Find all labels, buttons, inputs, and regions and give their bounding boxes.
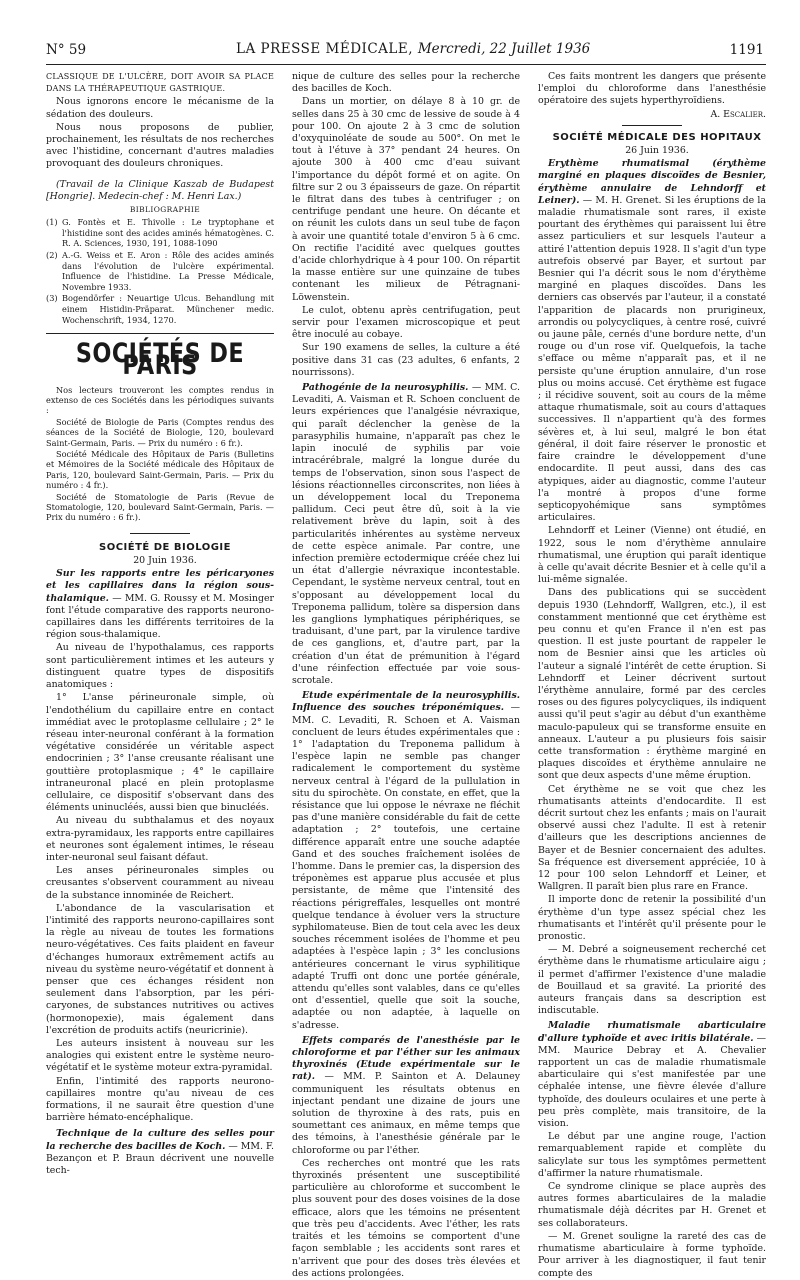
section-title-hopitaux: SOCIÉTÉ MÉDICALE DES HOPITAUX [552, 131, 762, 143]
issue-date: Mercredi, 22 Juillet 1936 [417, 41, 591, 57]
journal-name: LA PRESSE MÉDICALE, [236, 41, 414, 57]
bibliography-entry [46, 217, 274, 249]
paragraph: Le culot, obtenu après centrifugation, peut servir pour l'examen microscopique et peut être inoculé au cobaye. [292, 304, 520, 341]
paragraph: Ce syndrome clinique se place auprès des autres formes abarticulaires de la maladie rhumatismale déjà décrites par H. Grenet et ses collaborateurs. [538, 1181, 766, 1229]
column-3 [538, 71, 767, 1279]
article-body: concluent de leurs expériences que l'analgésie névraxique, qui paraît déclencher la genèse de la parasyphilis humaine, n'apparaît pas chez le lapin inoculé de syphilis par voie intracérébrale, malgré la longue durée du temps de l'observation, sinon sous l'aspect de lésions réactionnelles circonscrites, non liées à un développement local du Treponema pallidum. Ceci peut être dû, soit à la vie relativement brève du lapin, soit à des particularités inhérentes au système nerveux de cette espèce animale. Par contre, une infection première ectodermique créée chez lui un état d'allergie névraxique incontestable. Cependant, le système nerveux central, tout en s'opposant au développement local du Treponema pallidum, tolère sa dispersion dans les ganglions lymphatiques périphériques, se traduisant, d'une part, par la virulence tardive de ces ganglions, et, d'autre part, par la création d'un état de prémunition à l'égard d'une réinfection effectuée par voie sous-scrotale. [292, 394, 520, 686]
short-rule [130, 533, 190, 534]
paragraph: Les auteurs insistent à nouveau sur les analogies qui existent entre le système neuro-végétatif et le système moteur extra-pyramidal. [46, 1037, 274, 1074]
article-body: communiquent les résultats obtenus en injectant pendant une dizaine de jours une solution de thyroxine à des rats, puis en soumettant ces animaux, en même temps que des témoins, à l'anesthésie générale par le chloroforme ou par l'éther. [292, 1083, 520, 1156]
short-rule [622, 125, 682, 126]
article-paragraph [46, 568, 274, 641]
article-paragraph [538, 1020, 766, 1130]
intro-caps: CLASSIQUE DE L'ULCÈRE, DOIT AVOIR SA PLACE DANS LA THÉRAPEUTIQUE GASTRIQUE. [46, 72, 274, 94]
running-head [46, 38, 766, 60]
section-title-biologie: SOCIÉTÉ DE BIOLOGIE [99, 541, 231, 553]
newspaper-page [46, 38, 767, 1279]
paragraph: Nous ignorons encore le mécanisme de la sédation des douleurs. [46, 96, 274, 120]
article-title: Etude expérimentale de la neurosyphilis. Influence des souches tréponémiques. [292, 690, 520, 714]
column-1 [46, 71, 275, 1177]
paragraph: Dans un mortier, on délaye 8 à 10 gr. de selles dans 25 à 30 cmc de lessive de soude à 4 pour 100. On ajoute 2 à 3 cmc de solution d'oxyquinoléate de soude au 500°. On met le tout à l'étuve à 37° pendant 24 heures. On ajoute 300 à 400 cmc d'eau suivant l'importance du dépôt formé et on agite. On filtre sur 2 ou 3 épaisseurs de gaze. On répartit le filtrat dans des tubes à centrifuger ; on centrifuge pendant une heure. On décante et on réunit les culots dans un seul tube de façon à avoir une quantité totale d'environ 5 à 6 cmc. On rectifie l'acidité avec quelques gouttes d'acide chlorhydrique à 4 pour 100. On répartit la masse entière sur une quinzaine de tubes contenant les milieux de Pétragnani-Löwenstein. [292, 96, 520, 303]
column-2 [292, 71, 520, 1279]
article-title: Effets comparés de l'anesthésie par le chloroforme et par l'éther sur les animaux thyroxinés (Etude expérimentale sur le rat). [292, 1034, 520, 1083]
columns [46, 71, 767, 1279]
bibliography-title: BIBLIOGRAPHIE [129, 205, 201, 215]
notice-intro: Nos lecteurs trouveront les comptes rendus in extenso de ces Sociétés dans les périodiques suivants : [46, 384, 274, 416]
header-rule [46, 64, 766, 65]
paragraph: Nous nous proposons de publier, prochainement, les résultats de nos recherches avec l'histidine, concernant d'autres maladies provoquant des douleurs chroniques. [46, 121, 274, 170]
article-authors: — MM. G. Roussy et M. Mosinger [112, 592, 275, 604]
article-authors: — MM. P. Sainton et A. Delauney [324, 1071, 520, 1083]
paragraph: Au niveau du subthalamus et des noyaux extra-pyramidaux, les rapports entre capillaires et neurones sont également intimes, le réseau inter-neuronal seul faisant défaut. [46, 815, 274, 863]
article-body: Si les éruptions de la maladie rhumatismale sont rares, il existe pourtant des érythèmes qui paraissent lui être assez particuliers et sur lesquels l'auteur a attiré l'attention depuis 1928. Il s'agit d'un type autrefois observé par Bayer, et surtout par Besnier qui l'a décrit sous le nom d'érythème marginé en plaques discoïdes. Dans les derniers cas observés par l'auteur, il a constaté l'apparition de placards non prurigineux, arrondis ou polycycliques, à centre rosé, cuivré ou jaune pâle, cernés d'une bordure nette, d'un rouge ou d'un rose vif. Quelquefois, la tache s'efface ou même n'apparaît pas, et il ne persiste qu'une éruption annulaire, d'un rose plus ou moins accusé. Cet érythème est fugace ; il récidive souvent, soit au cours de la même attaque rhumatismale, soit au cours d'attaques successives. Il n'appartient qu'à des formes sévères et, à lui seul, malgré le bon état général, il doit faire réserver le pronostic et faire craindre le développement d'une endocardite. Il peut aussi, dans des cas atypiques, aider au diagnostic, comme l'auteur l'a montré à propos d'une forme septicopyohémique sans symptômes articulaires. [538, 194, 766, 524]
article-paragraph [292, 690, 520, 1032]
paragraph: Le début par une angine rouge, l'action remarquablement rapide et complète du salicylate sur tous les symptômes permettent d'affirmer la nature rhumatismale. [538, 1131, 766, 1179]
notice-item: Société Médicale des Hôpitaux de Paris (Bulletins et Mémoires de la Société médicale des Hôpitaux de Paris, 120, boulevard Saint-Germain, Paris. — Prix du numéro : 4 fr.). [46, 449, 274, 491]
article-authors: — MM. C. Levaditi, A. Vaisman et R. Schoen [292, 382, 520, 406]
article-authors: — MM. F. Bezançon et P. Braun décrivent une nouvelle tech- [46, 1140, 274, 1177]
article-body: font l'étude comparative des rapports neurono-capillaires dans les différents territoires de la région sous-thalamique. [46, 604, 274, 641]
journal-title [236, 41, 590, 57]
paragraph: Cet érythème ne se voit que chez les rhumatisants atteints d'endocardite. Il est décrit surtout chez les enfants ; mais on l'aurait observé aussi chez l'adulte. Il est à retenir d'ailleurs que les descriptions anciennes de Bayer et de Besnier concernaient des adultes. Sa fréquence est diversement appréciée, 10 à 12 pour 100 selon Lehndorff et Leiner, et Wallgren. Il paraît bien plus rare en France. [538, 783, 766, 893]
notice-item: Société de Stomatologie de Paris (Revue de Stomatologie, 120, boulevard Saint-Germain, Paris. — Prix du numéro : 6 fr.). [46, 491, 274, 523]
article-title: Technique de la culture des selles pour la recherche des bacilles de Koch. [46, 1128, 274, 1152]
article-authors: — M. H. Grenet. [582, 194, 662, 206]
paragraph: — M. Grenet souligne la rareté des cas de rhumatisme abarticulaire à forme typhoïde. Pour arriver à les diagnostiquer, il faut tenir compte des [538, 1230, 766, 1279]
paragraph: Enfin, l'intimité des rapports neurono-capillaires montre qu'au niveau de ces formations, il ne saurait être question d'une barrière hémato-encéphalique. [46, 1075, 274, 1124]
page-number-left: N° 59 [46, 42, 87, 58]
notice-block [46, 385, 274, 523]
bib-text: A.-G. Weiss et E. Aron : Rôle des acides aminés dans l'évolution de l'ulcère expérimental. Influence de l'histidine. La Presse Médicale, Novembre 1933. [62, 250, 274, 292]
article-body: rapportent un cas de maladie rhumatismale abarticulaire qui s'est manifestée par une céphalée intense, une fièvre élevée d'allure typhoïde, des douleurs oculaires et une perte à peu près complète, mais transitoire, de la vision. [538, 1057, 766, 1130]
bib-number: (3) [46, 293, 58, 304]
section-date: 26 Juin 1936. [625, 145, 689, 157]
paragraph: 1° L'anse périneuronale simple, où l'endothélium du capillaire entre en contact immédiat avec le protoplasme cellulaire ; 2° le réseau inter-neuronal conférant à la formation végétative considérée un véritable aspect endocrinien ; 3° l'anse creusante réalisant une gouttière protoplasmique ; 4° le capillaire intraneuronal placé en plein protoplasme cellulaire, ce dispositif s'observant dans des éléments uninucléés, aussi bien que binucléés. [46, 692, 274, 814]
page-number-right: 1191 [729, 42, 764, 58]
article-body: concluent de leurs études expérimentales que : 1° l'adaptation du Treponema pallidum à l'espèce lapin ne semble pas changer radicalement le comportement du système nerveux central à l'égard de la pullulation in situ du spirochète. On constate, en effet, que la résistance que lui oppose le névraxe ne fléchit pas d'une manière considérable du fait de cette adaptation ; 2° toutefois, une certaine différence apparaît entre une souche adaptée Gand et des souches fraîchement isolées de l'homme. Dans le premier cas, la dispersion des tréponèmes est apparue plus accusée et plus persistante, de même que l'intensité des réactions périgreffales, lesquelles ont montré quelque tendance à évoluer vers la structure syphilomateuse. Bien de tout cela avec les deux souches récemment isolées de l'homme et peu adaptées à l'espèce lapin ; 3° les conclusions antérieures concernant le virus syphilitique adapté Truffi ont donc une portée générale, attendu qu'elles sont valables, dans ce qu'elles ont d'essentiel, quelle que soit la souche, adaptée ou non adaptée, à laquelle on s'adresse. [292, 726, 520, 1031]
bibliography-entry [46, 293, 274, 325]
paragraph: — M. Debré a soigneusement recherché cet érythème dans le rhumatisme articulaire aigu ; il permet d'affirmer l'existence d'une maladie de Bouillaud et sa gravité. La priorité des auteurs français dans sa description est indiscutable. [538, 944, 766, 1017]
signature: A. Escalier. [710, 108, 766, 120]
bib-text: G. Fontès et E. Thivolle : Le tryptophane et l'histidine sont des acides aminés hématogènes. C. R. A. Sciences, 1930, 191, 1088-1090 [62, 217, 274, 249]
bib-number: (1) [46, 217, 58, 228]
article-paragraph [46, 1128, 274, 1177]
article-authors: — MM. Maurice Debray et A. Chevalier [538, 1032, 767, 1056]
article-title: Erythème rhumatismal (érythème marginé en plaques discoïdes de Besnier, érythème annulaire de Lehndorff et Leiner). [538, 158, 766, 206]
bib-number: (2) [46, 250, 58, 261]
notice-item: Société de Biologie de Paris (Comptes rendus des séances de la Société de Biologie, 120, boulevard Saint-Germain, Paris. — Prix du numéro : 6 fr.). [46, 416, 274, 448]
paragraph: Au niveau de l'hypothalamus, ces rapports sont particulièrement intimes et les auteurs y distinguent quatre types de dispositifs anatomiques : [46, 642, 274, 691]
section-date: 20 Juin 1936. [133, 555, 197, 567]
paragraph: nique de culture des selles pour la recherche des bacilles de Koch. [292, 71, 520, 95]
paragraph: Sur 190 examens de selles, la culture a été positive dans 31 cas (23 adultes, 6 enfants, 2 nourrissons). [292, 342, 520, 378]
article-authors: — MM. C. Levaditi, R. Schoen et A. Vaisman [292, 702, 520, 726]
article-paragraph [538, 158, 766, 524]
section-rule [46, 333, 274, 334]
societies-title: SOCIÉTÉS DE PARIS [75, 338, 245, 382]
article-paragraph [292, 1035, 520, 1157]
paragraph: Lehndorff et Leiner (Vienne) ont étudié, en 1922, sous le nom d'érythème annulaire rhumatismal, une éruption qui paraît identique à celle qu'avait décrite Besnier et à celle qu'il a lui-même signalée. [538, 525, 766, 586]
paragraph: Ces faits montrent les dangers que présente l'emploi du chloroforme dans l'anesthésie opératoire des sujets hyperthyroïdiens. [538, 71, 766, 107]
article-title: Pathogénie de la neurosyphilis. [302, 382, 469, 394]
paragraph: Il importe donc de retenir la possibilité d'un érythème d'un type assez spécial chez les rhumatisants et l'intérêt qu'il présente pour le pronostic. [538, 894, 766, 943]
work-credit: (Travail de la Clinique Kaszab de Budapest [Hongrie]. Medecin-chef : M. Henri Lax.) [46, 178, 274, 202]
bibliography-entry [46, 250, 274, 292]
paragraph: Les anses périneuronales simples ou creusantes s'observent couramment au niveau de la substance innominée de Reichert. [46, 865, 274, 901]
article-title: Maladie rhumatismale abarticulaire d'allure typhoïde et avec iritis bilatérale. [538, 1020, 766, 1044]
paragraph: L'abondance de la vascularisation et l'intimité des rapports neurono-capillaires sont la règle au niveau de toutes les formations neuro-végétatives. Ces faits plaident en faveur d'échanges humoraux extrêmement actifs au niveau du système neuro-végétatif et donnent à penser que ces échanges résident non seulement dans l'absorption, par les péri-caryones, de substances nutritives ou actives (hormonopexie), mais également dans l'excrétion de produits actifs (neuricrinie). [46, 902, 274, 1036]
article-title: Sur les rapports entre les péricaryones et les capillaires dans la région sous-thalamique. [46, 568, 274, 604]
article-paragraph [292, 382, 520, 687]
paragraph: Ces recherches ont montré que les rats thyroxinés présentent une susceptibilité particulière au chloroforme et succombent le plus souvent pour des doses voisines de la dose efficace, alors que les témoins ne présentent que très peu d'accidents. Avec l'éther, les rats traités et les témoins se comportent d'une façon semblable ; les accidents sont rares et n'arrivent que pour des doses très élevées et des actions prolongées. [292, 1157, 520, 1279]
bib-text: Bogendörfer : Neuartige Ulcus. Behandlung mit einem Histidin-Präparat. Münchener medic. Wochenschrift, 1934, 1270. [62, 293, 274, 325]
paragraph: Dans des publications qui se succèdent depuis 1930 (Lehndorff, Wallgren, etc.), il est constamment mentionné que cet érythème est peu connu et qu'en France il n'en est pas question. Il est juste pourtant de rappeler le nom de Besnier ainsi que les articles où l'auteur a signalé l'intérêt de cette éruption. Si Lehndorff et Leiner décrivent surtout l'érythème annulaire, formé par des cercles roses ou des figures polycycliques, ils indiquent aussi qu'il peut s'agir au début d'un exanthème maculo-papuleux qui se transforme ensuite en anneaux. L'auteur a pu plusieurs fois saisir cette transformation : érythème marginé en plaques discoïdes et érythème annulaire ne sont que deux aspects d'une même éruption. [538, 587, 766, 782]
